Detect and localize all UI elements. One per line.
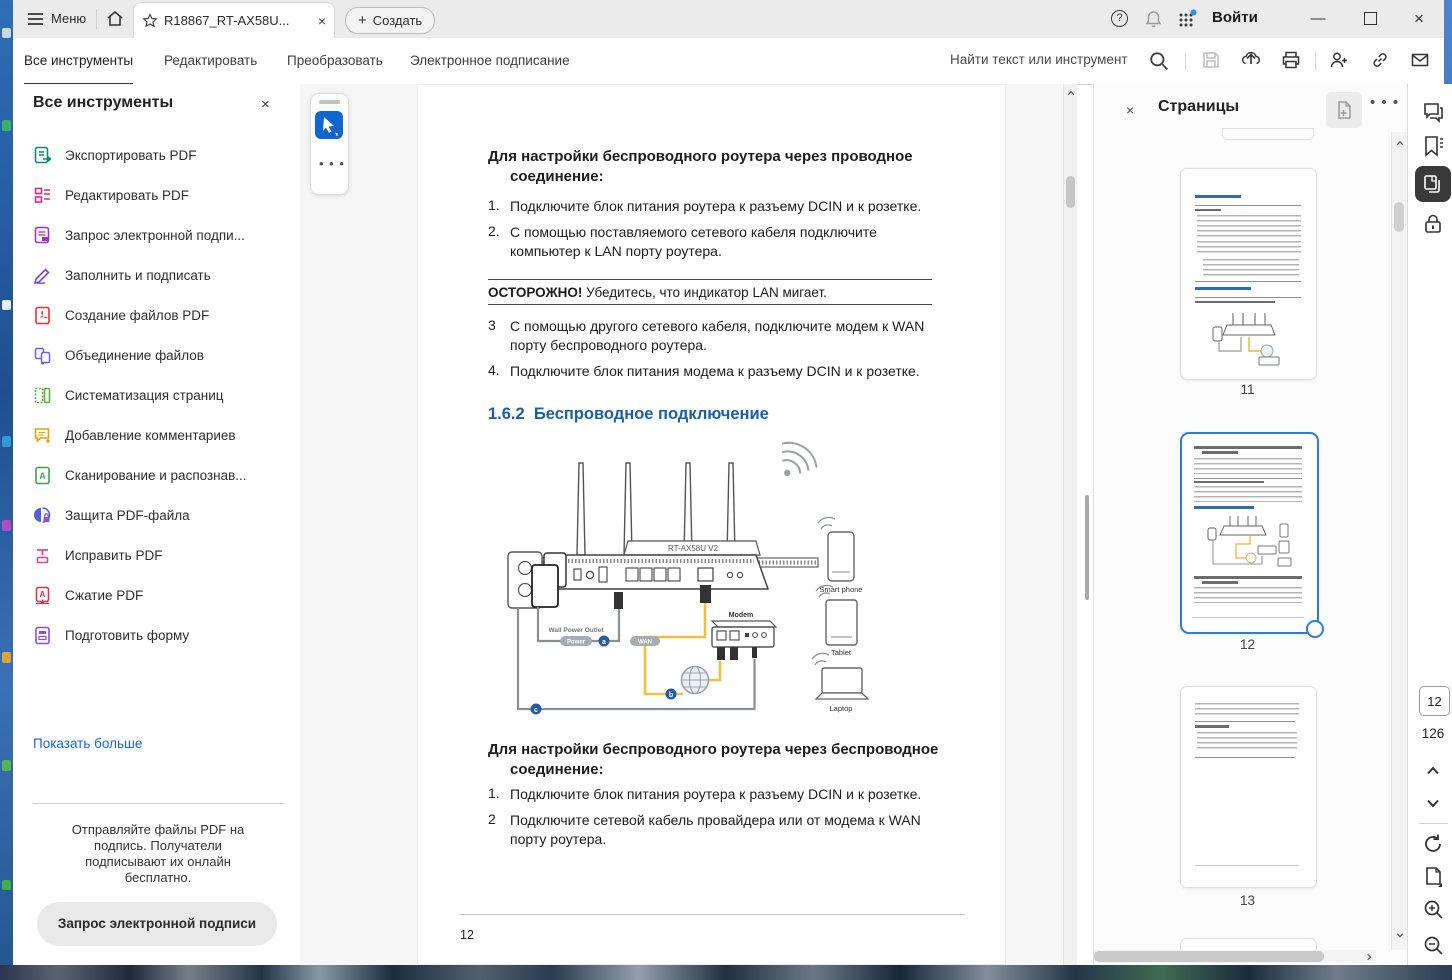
cursor-arrow-icon [315,111,343,139]
export-pdf-icon [33,146,52,165]
tablet-label: Tablet [830,648,852,657]
wireless-step-1: 1. Подключите блок питания роутера к разъему DCIN и к розетке. [488,785,922,802]
wan-plug [700,585,711,603]
sidebar-item-fill-sign[interactable]: Заполнить и подписать [33,263,283,287]
page-thumbnails-icon-active[interactable] [1415,166,1451,202]
wireless-setup-heading: Для настройки беспроводного роутера через беспроводное соединение: [488,741,939,778]
sidebar-item-export-pdf[interactable]: Экспортировать PDF [33,143,283,167]
wifi-waves-icon [769,437,822,487]
all-tools-panel [13,84,301,965]
caution-rule-bottom [488,304,932,305]
smartphone [828,532,854,581]
thumbnail-label-11[interactable]: 11 [1240,382,1255,397]
thumbnail-label-12[interactable]: 12 [1239,637,1256,652]
wired-step-3: 3 С помощью другого сетевого кабеля, подключите модем к WAN порту беспроводного роутера. [488,317,925,353]
combine-files-icon [33,346,52,365]
panel-divider [33,803,285,804]
select-tool-button[interactable] [315,111,343,139]
thumb-scrollbar-thumb[interactable] [1394,202,1404,232]
panel-title: Все инструменты [33,94,174,111]
wired-setup-heading: Для настройки беспроводного роутера через проводное соединение: [488,148,913,185]
mini-diagram-illustration [1206,514,1294,572]
save-icon[interactable] [1201,50,1221,70]
comments-icon[interactable] [1421,100,1445,124]
sidebar-item-scan-ocr[interactable]: A Сканирование и распознав... [33,463,283,487]
mini-router-illustration [1211,311,1286,369]
tab-title: R18867_RT-AX58U... [164,13,290,28]
document-scrollbar[interactable] [1063,84,1077,965]
create-pdf-icon [33,306,52,325]
home-icon[interactable] [106,10,124,27]
document-viewer [300,84,1076,965]
wall-outlet-label: Wall Power Outlet [548,627,604,634]
panel-close-icon[interactable]: × [261,96,270,113]
wired-step-1: 1. Подключите блок питания роутера к разъему DCIN и к розетке. [488,197,922,214]
request-signature-icon [33,226,52,245]
scroll-up-icon[interactable] [1067,90,1075,96]
toolbar-separator [1185,52,1186,70]
help-icon[interactable]: ? [1111,10,1128,27]
create-button[interactable]: + Создать [345,7,435,34]
fix-pdf-icon [33,546,52,565]
total-pages-label: 126 [1421,726,1445,741]
rail-divider [1419,823,1448,824]
caution-text: ОСТОРОЖНО! Убедитесь, что индикатор LAN мигает. [488,285,827,300]
insert-page-icon [1334,100,1354,120]
sidebar-item-add-comments[interactable]: Добавление комментариев [33,423,283,447]
prepare-form-icon [33,626,52,645]
edit-pdf-icon [33,186,52,205]
compress-pdf-icon [33,586,52,605]
plus-icon: + [358,12,367,29]
pages-panel-more-icon[interactable]: • • • [1370,94,1400,111]
wireless-connection-diagram [488,437,938,733]
pages-panel-title: Страницы [1158,98,1240,115]
document-tab[interactable] [133,2,335,38]
router-model-label: RT-AX58U V2 [667,544,719,553]
apps-grid-icon[interactable] [1177,9,1197,29]
laptop-label: Laptop [829,704,853,713]
sidebar-item-compress-pdf[interactable]: A Сжатие PDF [33,583,283,607]
thumb-scroll-down-icon[interactable] [1396,932,1404,938]
scrollbar-thumb[interactable] [1066,176,1075,208]
page-footer-rule [460,914,965,915]
laptop-screen [822,668,862,693]
zoom-out-icon[interactable] [1423,935,1444,956]
modem-label: Modem [728,612,754,619]
request-esign-button[interactable]: Запрос электронной подписи [37,902,277,946]
next-page-icon[interactable] [1426,799,1440,808]
link-icon[interactable] [1370,50,1390,70]
quick-tools-float-bar [310,93,349,195]
wifi-waves-laptop [812,653,829,665]
page-footer-number: 12 [460,928,474,942]
protect-pdf-icon [33,506,52,525]
tab-edit[interactable]: Редактировать [164,53,258,68]
organize-pages-icon [33,386,52,405]
desktop-edge-left [0,0,13,980]
notification-dot [1191,10,1197,16]
power-tag: Power [566,639,586,646]
toolbar-separator-2 [1315,52,1316,70]
panel-resize-handle[interactable] [1085,495,1089,600]
tab-convert[interactable]: Преобразовать [287,53,383,68]
svg-text:A: A [39,470,46,481]
fit-page-icon[interactable] [1423,866,1444,889]
svg-text:a: a [602,638,606,646]
sidebar-item-edit-pdf[interactable]: Редактировать PDF [33,183,283,207]
svg-text:c: c [534,706,538,714]
hamburger-menu-icon[interactable] [27,12,44,26]
sidebar-item-request-signature[interactable]: Запрос электронной подпи... [33,223,283,247]
current-page-input[interactable]: 12 [1419,686,1450,716]
bookmarks-icon[interactable] [1421,134,1445,158]
wan-tag: WAN [638,639,652,646]
thumbnail-page-12-selected[interactable] [1180,432,1319,634]
wired-step-2: 2. С помощью поставляемого сетевого кабеля подключите компьютер к LAN порту роутера. [488,223,877,259]
sidebar-item-protect-pdf[interactable]: Защита PDF-файла [33,503,283,527]
thumbnail-page-10-partial[interactable] [1222,128,1314,140]
show-more-link[interactable]: Показать больше [33,736,143,751]
lock-icon[interactable] [1421,212,1445,236]
power-adapter [532,565,558,607]
thumbnails-hscrollbar[interactable] [1094,950,1376,963]
window-close-button[interactable]: × [1414,9,1424,28]
title-bar [13,0,1444,39]
thumb-scroll-right-icon[interactable] [1366,953,1372,961]
caution-rule-top [488,279,932,280]
tab-esign[interactable]: Электронное подписание [410,53,570,68]
minimize-button[interactable]: — [1310,10,1326,27]
zoom-in-icon[interactable] [1423,899,1444,920]
right-rail [1407,84,1452,965]
pages-panel [1093,84,1408,965]
search-icon[interactable] [1149,51,1169,71]
tablet [826,600,857,645]
search-label[interactable]: Найти текст или инструмент [950,52,1128,67]
smartphone-label: Smart phone [819,585,863,594]
thumbnail-label-13[interactable]: 13 [1239,893,1256,908]
fill-sign-icon [33,266,52,285]
laptop-base [816,693,868,699]
pdf-page [417,84,1006,965]
add-comments-icon [33,426,52,445]
wireless-step-2: 2 Подключите сетевой кабель провайдера или от модема к WAN порту роутера. [488,811,921,847]
sign-in-button[interactable]: Войти [1212,9,1258,26]
svg-text:A: A [39,588,46,599]
sidebar-item-combine-files[interactable]: Объединение файлов [33,343,283,367]
thumb-scroll-up-icon[interactable] [1396,140,1404,146]
menu-button[interactable]: Меню [51,11,87,26]
rotate-icon[interactable] [1422,833,1444,855]
wifi-waves-phone [818,517,835,529]
internet-globe-icon [682,667,709,694]
sidebar-item-fix-pdf[interactable]: Исправить PDF [33,543,283,567]
scan-ocr-icon [33,466,52,485]
add-user-icon[interactable] [1329,50,1349,70]
pages-panel-close-icon[interactable]: × [1126,102,1135,118]
tab-close-icon[interactable]: × [317,12,326,29]
sidebar-item-prepare-form[interactable]: Подготовить форму [33,623,283,647]
previous-page-icon[interactable] [1426,766,1440,775]
share-upload-icon[interactable] [1241,50,1261,70]
desktop-taskbar-strip [0,965,1452,980]
sidebar-item-create-pdf[interactable]: Создание файлов PDF [33,303,283,327]
section-heading: 1.6.2 Беспроводное подключение [488,405,769,423]
star-icon[interactable] [142,13,158,29]
print-icon[interactable] [1281,50,1301,70]
notifications-bell-icon[interactable] [1145,10,1162,28]
titlebar-separator [96,9,97,29]
dc-plug [614,592,623,609]
thumbnails-scrollbar[interactable] [1391,132,1407,950]
mail-icon[interactable] [1410,50,1430,70]
svg-text:b: b [668,691,674,699]
maximize-button[interactable] [1364,12,1377,25]
power-cable [538,607,619,641]
thumbnail-page-11[interactable] [1180,168,1317,380]
selection-handle[interactable] [1306,620,1324,638]
sidebar-item-organize-pages[interactable]: Систематизация страниц [33,383,283,407]
hscrollbar-thumb[interactable] [1094,951,1324,962]
drag-handle[interactable] [319,100,340,104]
insert-page-button[interactable] [1326,92,1362,128]
thumbnail-page-13[interactable] [1180,686,1317,888]
tab-all-tools[interactable]: Все инструменты [24,38,133,85]
page-thumbnails-icon [1422,173,1444,195]
acrobat-window [13,0,1444,965]
app-toolbar [13,38,1444,85]
wired-step-4: 4. Подключите блок питания модема к разъему DCIN и к розетке. [488,362,920,379]
esign-promo-text: Отправляйте файлы PDF на подпись. Получатели подписывают их онлайн бесплатно. [71,822,245,885]
more-tools-icon[interactable]: • • • [319,156,345,171]
